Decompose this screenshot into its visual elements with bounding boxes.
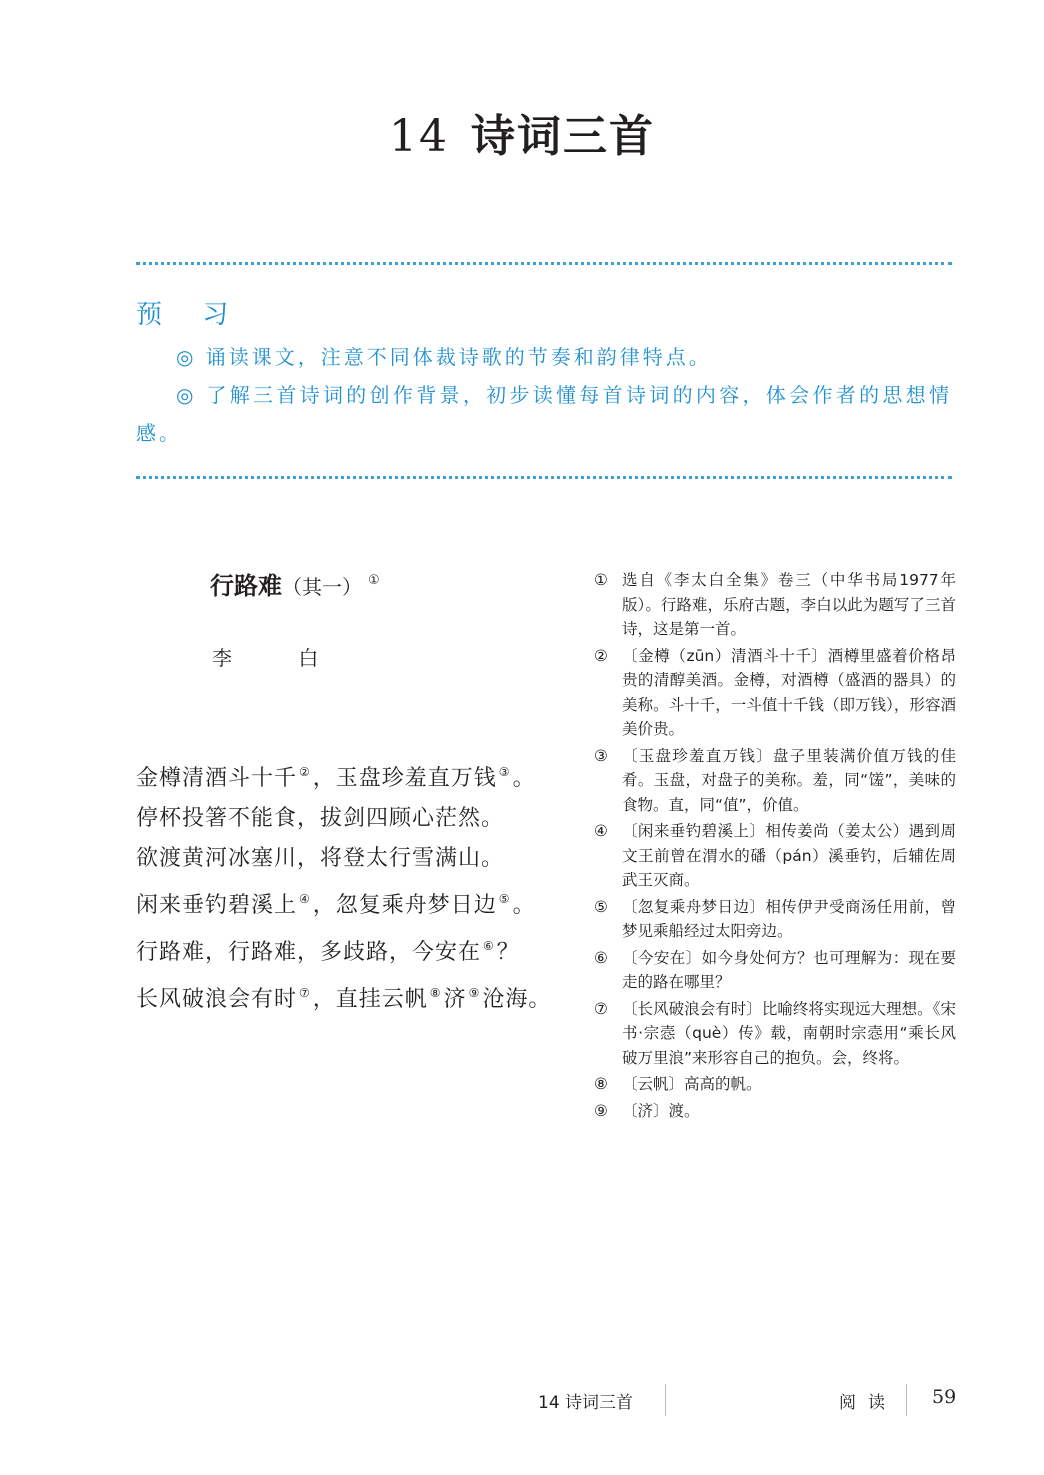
- footnote-mark: ②: [594, 646, 608, 665]
- line-text: 长风破浪会有时: [136, 987, 298, 1012]
- footnote-text: 〔金樽（zūn）清酒斗十千〕酒樽里盛着价格昂贵的清醇美酒。金樽，对酒樽（盛酒的器具）的美称。斗十千，一斗值十千钱（即万钱），形容酒美价贵。: [622, 646, 956, 738]
- footer-divider: [665, 1384, 666, 1416]
- footnote-mark: ⑧: [594, 1075, 608, 1093]
- footer-divider: [906, 1384, 907, 1416]
- line-text: ，直挂云帆: [312, 987, 428, 1012]
- footnotes: [594, 568, 956, 1125]
- footnote-text: 〔忽复乘舟梦日边〕相传伊尹受商汤任用前，曾梦见乘船经过太阳旁边。: [622, 897, 956, 940]
- footnote-text: 〔玉盘珍羞直万钱〕盘子里装满价值万钱的佳肴。玉盘，对盘子的美称。羞，同“馐”，美味的食物。直，同“值”，价值。: [622, 746, 956, 814]
- poem-title: [210, 566, 380, 601]
- preview-item: ◎ 了解三首诗词的创作背景，初步读懂每首诗词的内容，体会作者的思想情感。: [136, 383, 952, 445]
- page-number: 59: [932, 1386, 957, 1408]
- poem-line: [136, 752, 551, 799]
- footnote: [594, 644, 956, 742]
- poem-line: [136, 926, 551, 973]
- footnote-mark: ①: [594, 571, 608, 589]
- poem-line: [136, 839, 551, 879]
- line-text: 行路难，行路难，多歧路，今安在: [136, 940, 482, 965]
- poem-line: [136, 879, 551, 926]
- footer-section: 阅读: [839, 1393, 897, 1413]
- note-ref: ⑦: [299, 986, 311, 1000]
- footnote: [594, 895, 956, 944]
- footnote: [594, 744, 956, 818]
- line-text: 。: [512, 766, 536, 791]
- line-text: 沧海。: [482, 987, 552, 1012]
- note-ref: ⑧: [429, 986, 442, 1000]
- footnote-mark: ⑨: [594, 1101, 608, 1120]
- note-ref: ④: [299, 892, 311, 906]
- footnote-text: 选自《李太白全集》卷三（中华书局1977年版）。行路难，乐府古题，李白以此为题写了三首诗，这是第一首。: [622, 571, 956, 638]
- footnote-mark: ④: [594, 822, 608, 840]
- poem-author: 李 白: [212, 646, 349, 670]
- line-text: ，忽复乘舟梦日边: [312, 893, 497, 918]
- note-ref: ⑥: [483, 939, 495, 953]
- footnote-mark: ⑤: [594, 897, 608, 916]
- footnote-text: 〔长风破浪会有时〕比喻终将实现远大理想。《宋书·宗悫（què）传》载，南朝时宗悫用“乘长风破万里浪”来形容自己的抱负。会，终将。: [622, 999, 956, 1067]
- preview-item: ◎ 诵读课文，注意不同体裁诗歌的节奏和韵律特点。: [176, 345, 712, 369]
- footnote-text: 〔济〕渡。: [622, 1101, 700, 1120]
- footnote-mark: ⑦: [594, 999, 608, 1018]
- footnote-text: 〔今安在〕如今身处何方？也可理解为：现在要走的路在哪里？: [622, 948, 956, 991]
- note-ref: ⑨: [468, 986, 481, 1000]
- preview-list: [136, 338, 952, 452]
- bottom-dotted-divider: [136, 476, 952, 479]
- poem-title-text: 行路难: [210, 572, 282, 600]
- footnote: [594, 1099, 956, 1124]
- footer-chapter: 14 诗词三首: [538, 1393, 634, 1413]
- line-text: ？: [496, 940, 520, 965]
- poem-body: [136, 752, 551, 1020]
- footnote: [594, 568, 956, 642]
- poem-line: [136, 973, 551, 1020]
- line-text: 金樽清酒斗十千: [136, 766, 298, 791]
- lesson-title-text: 诗词三首: [471, 111, 655, 162]
- line-text: ，玉盘珍羞直万钱: [312, 766, 497, 791]
- footnote: [594, 997, 956, 1071]
- lesson-title: [0, 100, 1044, 164]
- line-text: 闲来垂钓碧溪上: [136, 893, 298, 918]
- footnote: [594, 819, 956, 893]
- footnote: [594, 946, 956, 995]
- preview-heading: 预 习: [136, 300, 245, 330]
- footnote: [594, 1072, 956, 1097]
- line-text: 济: [443, 987, 467, 1012]
- poem-subtitle: （其一）: [282, 575, 362, 599]
- note-ref: ⑤: [498, 892, 511, 906]
- note-ref: ①: [368, 573, 380, 588]
- lesson-number: 14: [389, 111, 449, 162]
- line-text: 停杯投箸不能食，拔剑四顾心茫然。: [136, 806, 505, 831]
- top-dotted-divider: [136, 262, 952, 265]
- footnote-mark: ③: [594, 746, 608, 765]
- footnote-mark: ⑥: [594, 948, 608, 967]
- line-text: 。: [512, 893, 536, 918]
- note-ref: ③: [498, 765, 511, 779]
- line-text: 欲渡黄河冰塞川，将登太行雪满山。: [136, 846, 505, 871]
- footnote-text: 〔闲来垂钓碧溪上〕相传姜尚（姜太公）遇到周文王前曾在渭水的磻（pán）溪垂钓，后辅佐周武王灭商。: [622, 822, 956, 889]
- note-ref: ②: [299, 765, 311, 779]
- poem-line: [136, 799, 551, 839]
- footnote-text: 〔云帆〕高高的帆。: [622, 1075, 762, 1093]
